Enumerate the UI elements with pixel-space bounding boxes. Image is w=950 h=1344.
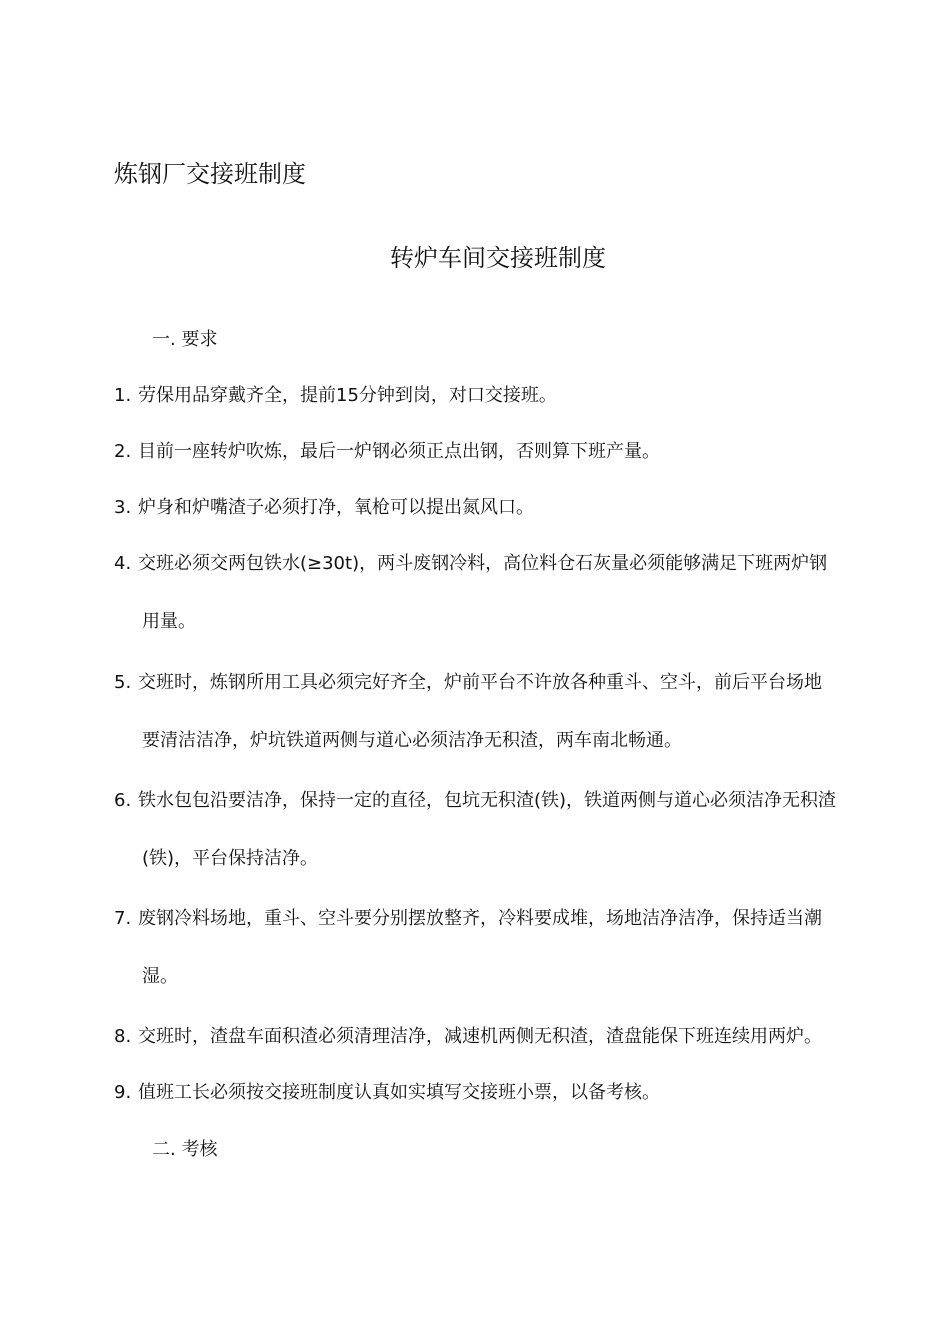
item-text-continuation: 用量。 [142,611,196,632]
item-text: 值班工长必须按交接班制度认真如实填写交接班小票，以备考核。 [138,1082,660,1103]
list-item [114,383,889,409]
list-item [114,670,889,754]
item-text: 目前一座转炉吹炼，最后一炉钢必须正点出钢，否则算下班产量。 [138,441,660,462]
item-text-continuation: 湿。 [142,966,178,987]
list-item [114,906,889,990]
item-text: 铁水包包沿要洁净，保持一定的直径，包坑无积渣(铁)，铁道两侧与道心必须洁净无积渣 [138,790,837,811]
section-heading-requirements: 一. 要求 [152,329,218,350]
item-text: 炉身和炉嘴渣子必须打净，氧枪可以提出氮风口。 [138,497,534,518]
section-title: 转炉车间交接班制度 [390,244,606,272]
item-number: 9. [114,1082,132,1103]
item-number: 2. [114,441,132,462]
list-item [114,495,889,521]
item-number: 6. [114,790,132,811]
item-number: 1. [114,385,132,406]
item-text: 交班必须交两包铁水(≥30t)，两斗废钢冷料，高位料仓石灰量必须能够满足下班两炉钢 [138,553,828,574]
item-text: 交班时，炼钢所用工具必须完好齐全，炉前平台不许放各种重斗、空斗，前后平台场地 [138,672,822,693]
list-item [114,1080,889,1106]
item-text-continuation: (铁)，平台保持洁净。 [142,848,319,869]
document-title: 炼钢厂交接班制度 [114,160,306,188]
item-text: 交班时，渣盘车面积渣必须清理洁净，减速机两侧无积渣，渣盘能保下班连续用两炉。 [138,1026,822,1047]
item-text: 劳保用品穿戴齐全，提前15分钟到岗，对口交接班。 [138,385,557,406]
item-number: 5. [114,672,132,693]
section-heading-assessment: 二. 考核 [152,1139,218,1160]
list-item [114,439,889,465]
item-text: 废钢冷料场地，重斗、空斗要分别摆放整齐，冷料要成堆，场地洁净洁净，保持适当潮 [138,908,822,929]
item-number: 4. [114,553,132,574]
item-text-continuation: 要清洁洁净，炉坑铁道两侧与道心必须洁净无积渣，两车南北畅通。 [142,730,682,751]
item-number: 3. [114,497,132,518]
item-number: 7. [114,908,132,929]
list-item [114,551,889,635]
item-number: 8. [114,1026,132,1047]
list-item [114,788,889,872]
list-item [114,1024,889,1050]
